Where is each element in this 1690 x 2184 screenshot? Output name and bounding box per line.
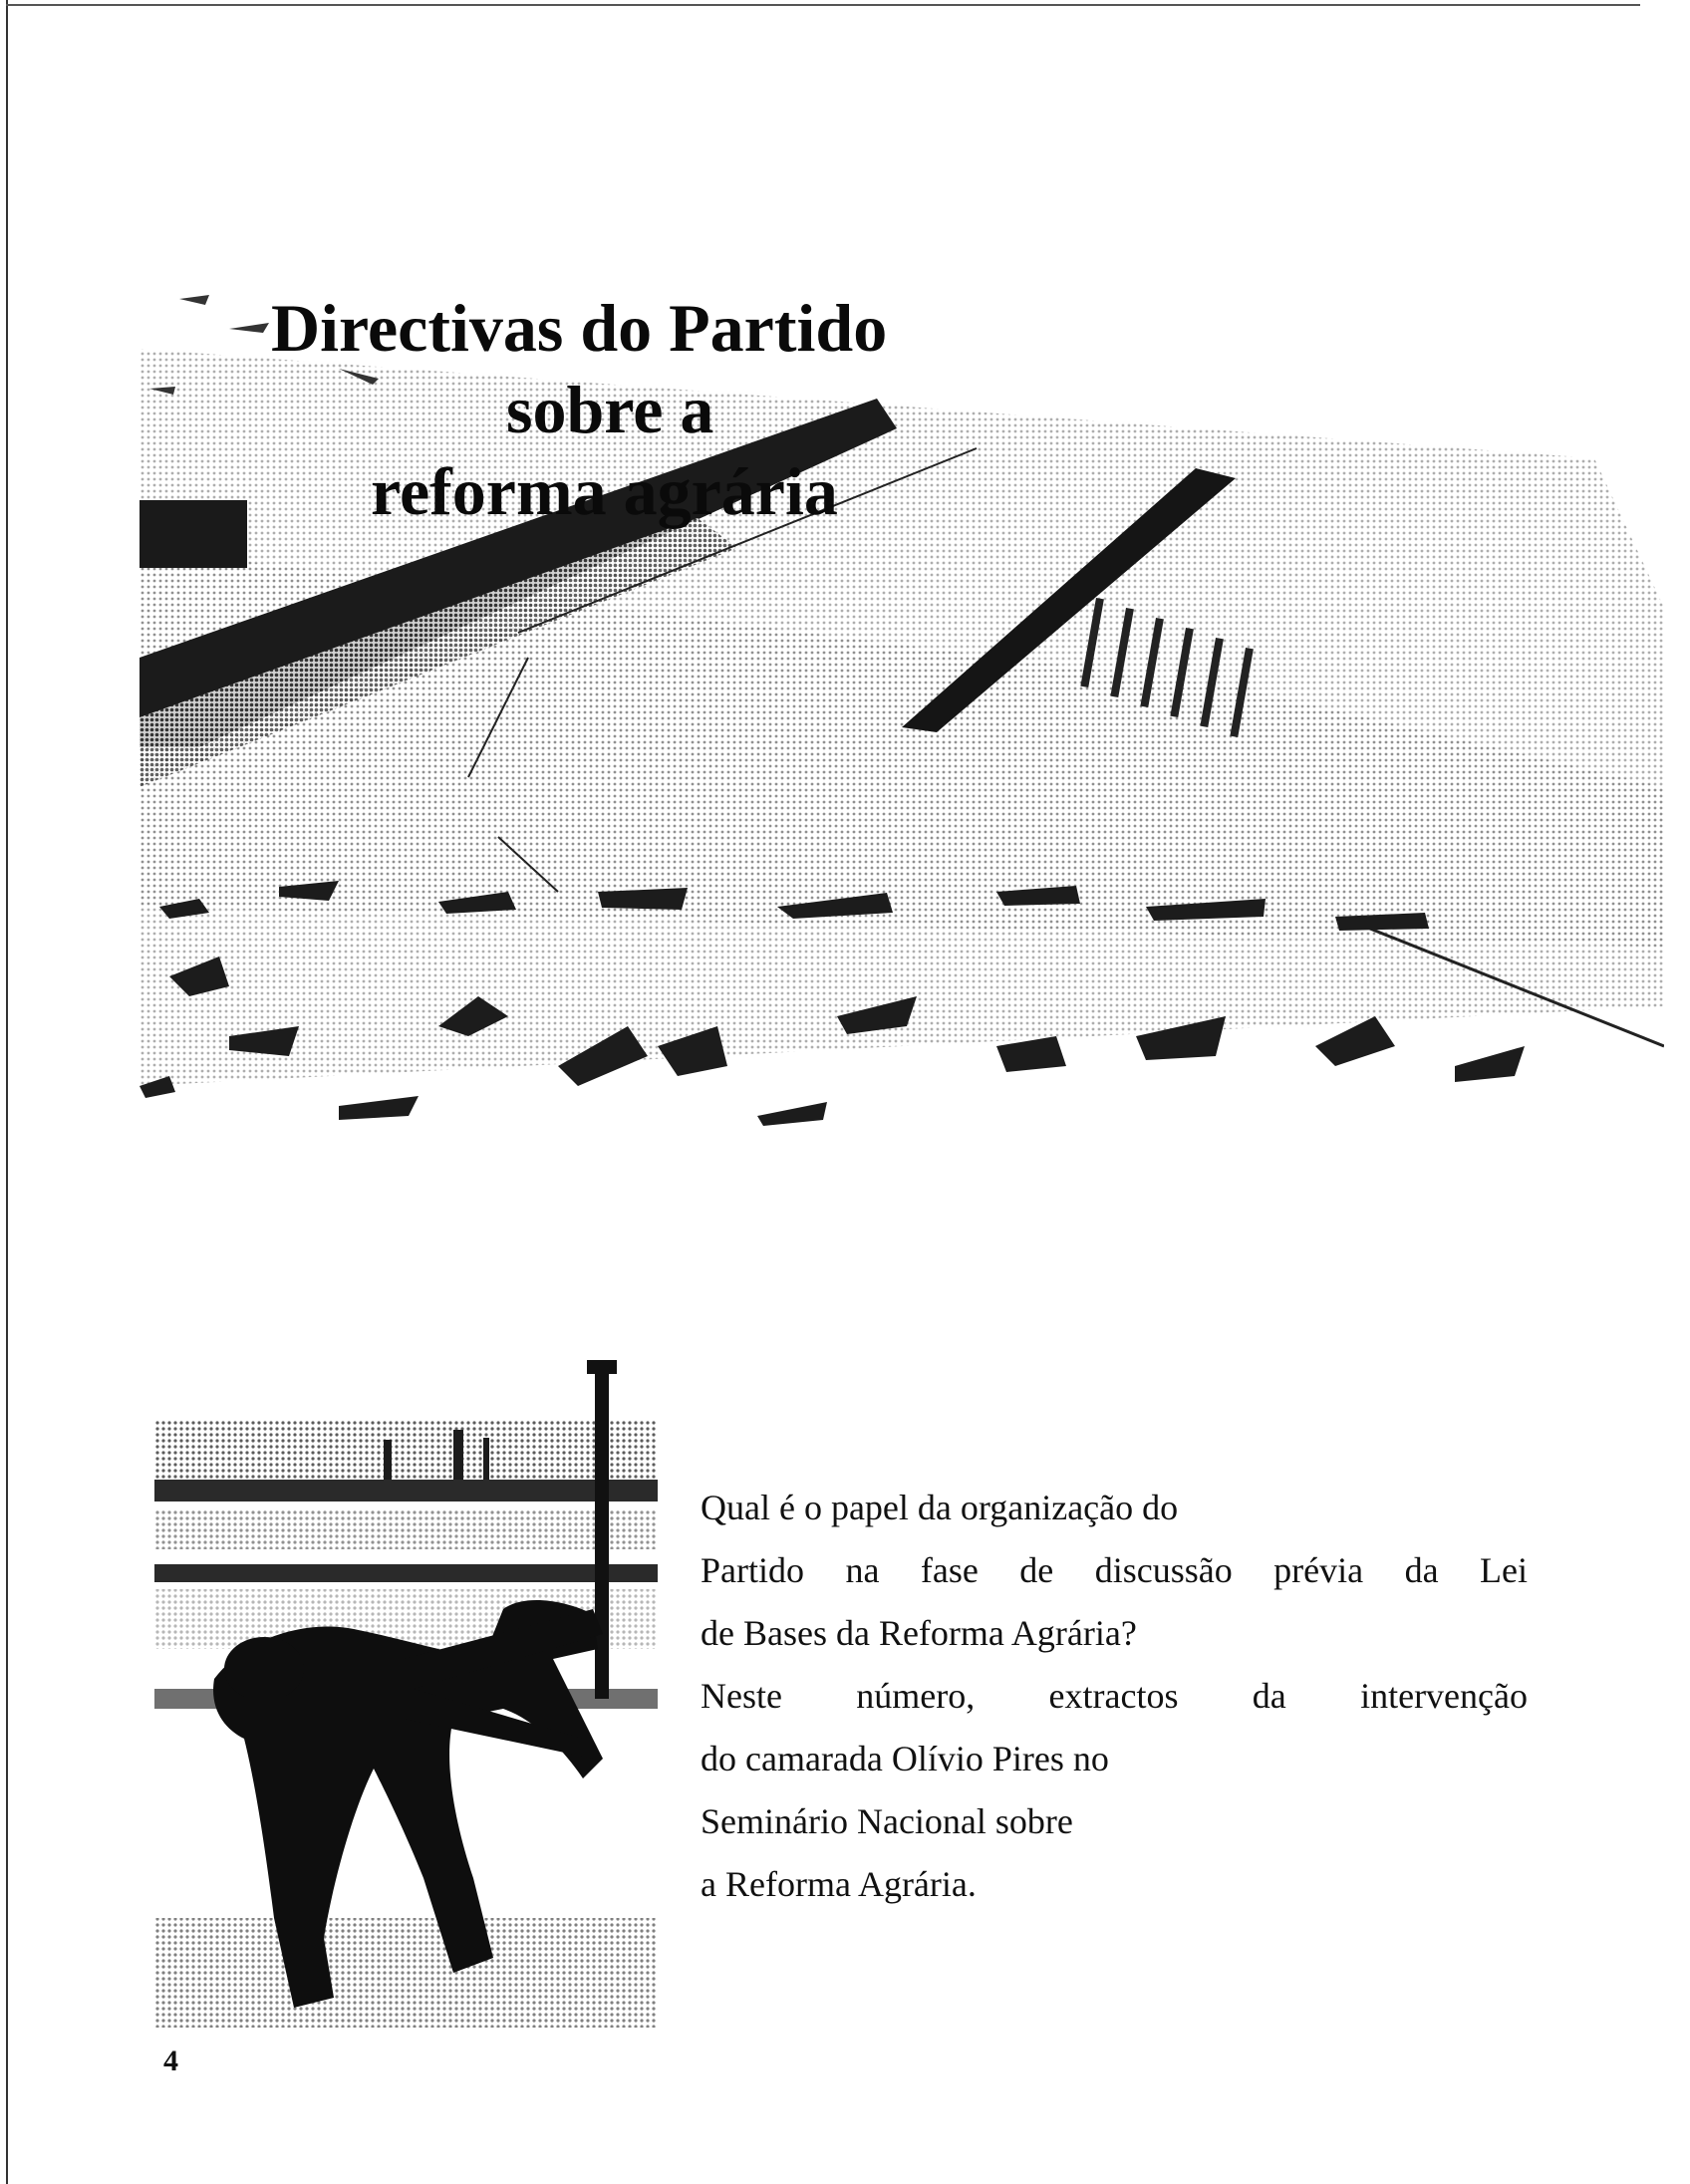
intro-line: de Bases da Reforma Agrária? (701, 1613, 1137, 1653)
page-border-top (6, 4, 1640, 6)
article-headline (271, 287, 887, 532)
headline-line: sobre a (506, 372, 714, 447)
intro-line: Partido na fase de discussão prévia da Lei (701, 1550, 1528, 1590)
page-border (6, 0, 8, 2184)
intro-line: Seminário Nacional sobre (701, 1801, 1073, 1841)
headline-line: reforma agrária (371, 453, 838, 529)
intro-line: a Reforma Agrária. (701, 1864, 977, 1904)
headline-line: Directivas do Partido (271, 290, 888, 366)
page-number: 4 (163, 2045, 178, 2077)
intro-line: do camarada Olívio Pires no (701, 1739, 1109, 1778)
article-intro (701, 1477, 1528, 1916)
intro-line: Qual é o papel da organização do (701, 1488, 1179, 1527)
farmer-with-hoe-photo (154, 1360, 658, 2028)
intro-line: Neste número, extractos da intervenção (701, 1676, 1528, 1716)
